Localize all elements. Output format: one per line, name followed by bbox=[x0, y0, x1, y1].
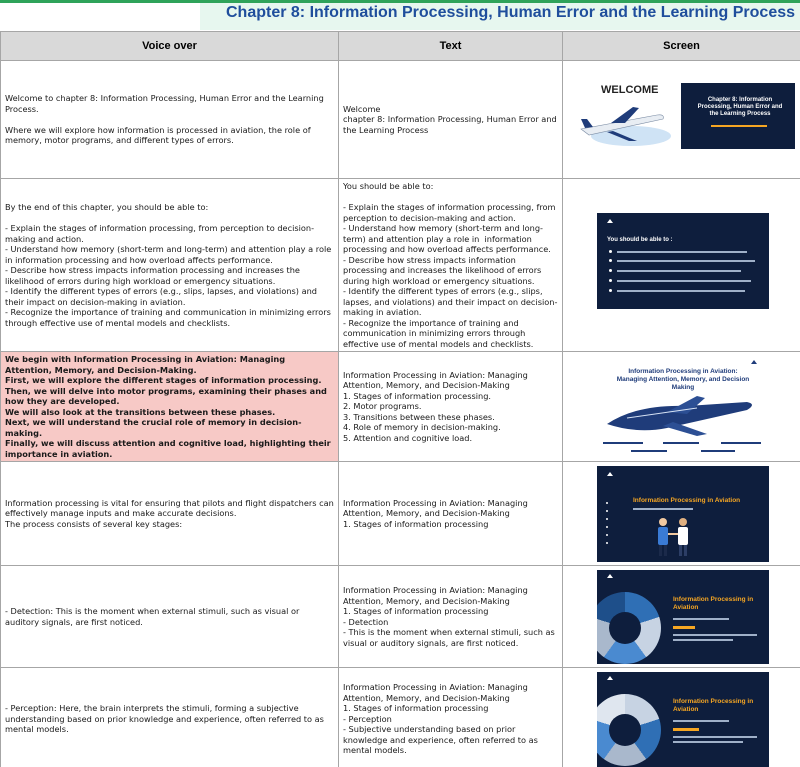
slide-title: Chapter 8: Information Processing, Human Error and the Learning Process bbox=[697, 97, 783, 117]
title-slide-thumbnail bbox=[681, 83, 795, 149]
stages-wheel-icon bbox=[597, 694, 661, 766]
slide-text-line bbox=[663, 442, 699, 444]
progress-dot-icon bbox=[606, 542, 608, 544]
screen-cell bbox=[563, 668, 800, 767]
voice-over-cell: Information processing is vital for ensuring that pilots and flight dispatchers can effectively manage inputs and make accurate decisions. The process consists of several key stages: bbox=[1, 462, 339, 566]
logo-icon bbox=[603, 676, 617, 684]
slide-text-line bbox=[603, 442, 643, 444]
info-processing-slide-thumbnail bbox=[597, 466, 769, 562]
table-row bbox=[1, 668, 800, 767]
perception-slide-thumbnail bbox=[597, 672, 769, 767]
welcome-label: WELCOME bbox=[601, 84, 659, 96]
logo-icon bbox=[603, 219, 617, 227]
people-illustration-icon bbox=[649, 514, 697, 558]
voice-over-cell: Welcome to chapter 8: Information Processing, Human Error and the Learning Process. Where we will explore how information is processed in aviation, the role of memory, motor programs, and different types of errors. bbox=[1, 61, 339, 179]
voice-over-cell: - Perception: Here, the brain interprets the stimuli, forming a subjective understanding based on prior knowledge and experience, often referred to as mental models. bbox=[1, 668, 339, 767]
text-cell: Information Processing in Aviation: Managing Attention, Memory, and Decision-Making 1. Stages of information processing bbox=[339, 462, 563, 566]
objectives-slide-thumbnail bbox=[597, 213, 769, 309]
slide-text-line bbox=[701, 450, 735, 452]
slide-title: Information Processing in Aviation bbox=[633, 497, 741, 504]
stage-tag bbox=[673, 626, 695, 629]
welcome-image bbox=[571, 81, 675, 157]
page-title: Chapter 8: Information Processing, Human Error and the Learning Process bbox=[226, 4, 796, 21]
progress-dot-icon bbox=[606, 526, 608, 528]
text-cell: Information Processing in Aviation: Managing Attention, Memory, and Decision-Making 1. Stages of information processing - Perception - Subjective understanding based on prior knowledge and experience, often referred to as mental models. bbox=[339, 668, 563, 767]
table-header-row bbox=[1, 32, 800, 61]
column-header-voice-over: Voice over bbox=[1, 32, 339, 61]
bullet-icon bbox=[609, 289, 612, 292]
detection-slide-thumbnail bbox=[597, 570, 769, 664]
text-cell: You should be able to: - Explain the stages of information processing, from perception to decision-making and action. - Understand how memory (short-term and long-term) and attention play a role in information processing and how overload affects performance. - Describe how stress impacts information processing and increases the likelihood of errors during high workload or emergency situations. - Identify the different types of errors (e.g., slips, lapses, and violations) and their impact on decision-making in aviation. - Recognize the importance of training and communication in minimizing errors through effective use of mental models and checklists. bbox=[339, 179, 563, 352]
slide-text-line bbox=[673, 634, 757, 636]
table-row bbox=[1, 61, 800, 179]
progress-dot-icon bbox=[606, 518, 608, 520]
bullet-icon bbox=[609, 250, 612, 253]
voice-over-cell: - Detection: This is the moment when external stimuli, such as visual or auditory signals, are first noticed. bbox=[1, 566, 339, 668]
text-cell: Welcome chapter 8: Information Processing, Human Error and the Learning Process bbox=[339, 61, 563, 179]
logo-icon bbox=[603, 472, 617, 480]
bullet-icon bbox=[609, 279, 612, 282]
screen-cell bbox=[563, 61, 800, 179]
table-row bbox=[1, 462, 800, 566]
slide-text-line bbox=[633, 508, 693, 510]
slide-text-line bbox=[673, 720, 729, 722]
storyboard-table bbox=[0, 31, 800, 767]
logo-icon bbox=[747, 360, 761, 368]
slide-text-line bbox=[673, 741, 743, 743]
slide-text-line bbox=[673, 639, 733, 641]
slide-text-line bbox=[617, 251, 747, 253]
slide-title: You should be able to : bbox=[607, 237, 673, 243]
slide-text-line bbox=[617, 260, 755, 262]
screen-cell bbox=[563, 566, 800, 668]
slide-text-line bbox=[617, 290, 745, 292]
slide-title: Information Processing in Aviation bbox=[673, 698, 754, 713]
screen-cell bbox=[563, 352, 800, 462]
text-cell: Information Processing in Aviation: Managing Attention, Memory, and Decision-Making 1. Stages of information processing. 2. Motor programs. 3. Transitions between these phases. 4. Role of memory in decision-making. 5. Attention and cognitive load. bbox=[339, 352, 563, 462]
stages-wheel-icon bbox=[597, 592, 661, 664]
overview-slide-thumbnail bbox=[597, 358, 769, 456]
column-header-screen: Screen bbox=[563, 32, 800, 61]
bullet-icon bbox=[609, 259, 612, 262]
slide-text-line bbox=[721, 442, 761, 444]
slide-underline bbox=[711, 125, 767, 127]
slide-text-line bbox=[631, 450, 667, 452]
screen-cell bbox=[563, 462, 800, 566]
chapter-banner bbox=[0, 0, 800, 30]
table-row bbox=[1, 179, 800, 352]
table-row bbox=[1, 566, 800, 668]
voice-over-cell: By the end of this chapter, you should be able to: - Explain the stages of information processing, from perception to decision-making and action. - Understand how memory (short-term and long-term) and attention play a role in information processing and how overload affects performance. - Describe how stress impacts information processing and increases the likelihood of errors during high workload or emergency situations. - Identify the different types of errors (e.g., slips, lapses, and violations) and their impact on decision-making in aviation. - Recognize the importance of training and communication in minimizing errors through effective use of mental models and checklists. bbox=[1, 179, 339, 352]
screen-cell bbox=[563, 179, 800, 352]
slide-title: Information Processing in Aviation: Managing Attention, Memory, and Decision Making bbox=[616, 368, 750, 391]
table-row bbox=[1, 352, 800, 462]
column-header-text: Text bbox=[339, 32, 563, 61]
progress-dot-icon bbox=[606, 502, 608, 504]
airplane-icon bbox=[597, 394, 769, 438]
slide-text-line bbox=[673, 618, 729, 620]
slide-text-line bbox=[673, 736, 757, 738]
bullet-icon bbox=[609, 269, 612, 272]
logo-icon bbox=[603, 574, 617, 582]
stage-tag bbox=[673, 728, 699, 731]
slide-text-line bbox=[617, 270, 741, 272]
slide-title: Information Processing in Aviation bbox=[673, 596, 754, 611]
text-cell: Information Processing in Aviation: Managing Attention, Memory, and Decision-Making 1. Stages of information processing - Detection - This is the moment when external stimuli, such as visual or auditory signals, are first noticed. bbox=[339, 566, 563, 668]
progress-dot-icon bbox=[606, 534, 608, 536]
slide-text-line bbox=[617, 280, 751, 282]
voice-over-cell-highlighted: We begin with Information Processing in Aviation: Managing Attention, Memory, and Decision-Making. First, we will explore the different stages of information processing. Then, we will delve into motor programs, examining their phases and how they are developed. We will also look at the transitions between these phases. Next, we will understand the crucial role of memory in decision-making. Finally, we will discuss attention and cognitive load, highlighting their importance in aviation. bbox=[1, 352, 339, 462]
progress-dot-icon bbox=[606, 510, 608, 512]
